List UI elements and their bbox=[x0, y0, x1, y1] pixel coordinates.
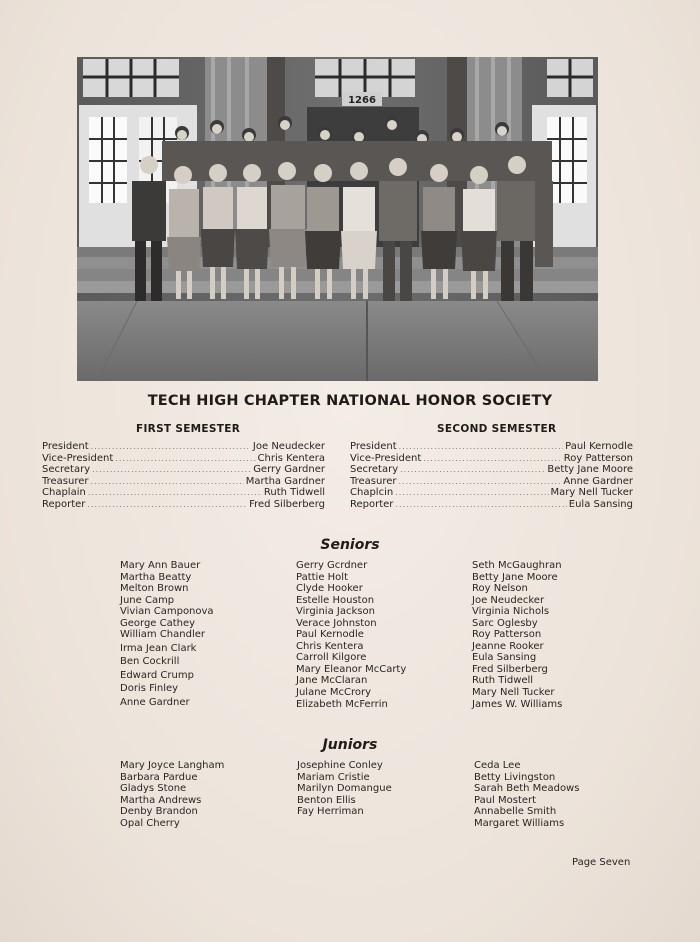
leader-dots bbox=[395, 487, 548, 499]
officer-role: Secretary bbox=[350, 464, 399, 475]
member-name: Mary Nell Tucker bbox=[472, 687, 555, 699]
first-semester-officers bbox=[42, 441, 325, 510]
officer-role: President bbox=[42, 441, 89, 452]
page-number: Page Seven bbox=[572, 857, 631, 868]
member-name: Ben Cockrill bbox=[120, 656, 180, 668]
officer-name: Roy Patterson bbox=[563, 452, 633, 464]
officer-role: Chaplcin bbox=[350, 487, 394, 498]
officer-name: Mary Nell Tucker bbox=[550, 487, 633, 498]
member-name: Eula Sansing bbox=[472, 652, 537, 664]
member-name: June Camp bbox=[120, 594, 175, 606]
officer-row bbox=[42, 441, 325, 453]
leader-dots bbox=[87, 499, 247, 511]
officer-row bbox=[42, 499, 325, 511]
member-name: Benton Ellis bbox=[297, 794, 356, 806]
member-name: Marilyn Domangue bbox=[297, 783, 392, 795]
member-name: Gerry Gcrdner bbox=[296, 560, 368, 571]
leader-dots bbox=[395, 499, 566, 511]
leader-dots bbox=[91, 441, 251, 453]
leader-dots bbox=[399, 476, 562, 488]
member-name: Pattie Holt bbox=[296, 571, 348, 583]
officer-role: Vice-President bbox=[42, 452, 114, 464]
member-name: Josephine Conley bbox=[297, 760, 383, 771]
member-name: Opal Cherry bbox=[120, 817, 180, 829]
leader-dots bbox=[400, 464, 545, 476]
member-name: Paul Kernodle bbox=[296, 629, 364, 641]
member-name: Mary Joyce Langham bbox=[120, 760, 225, 771]
member-name: Verace Johnston bbox=[296, 617, 377, 629]
seniors-heading: Seniors bbox=[320, 537, 380, 553]
member-name: Jeanne Rooker bbox=[472, 640, 544, 652]
member-name: Fay Herriman bbox=[297, 806, 364, 818]
member-name: Irma Jean Clark bbox=[120, 642, 197, 654]
officer-role: Secretary bbox=[42, 464, 91, 475]
officer-row bbox=[350, 499, 633, 511]
member-name: Annabelle Smith bbox=[474, 806, 557, 818]
officer-role: Reporter bbox=[42, 498, 86, 510]
second-semester-officers bbox=[350, 441, 633, 510]
member-name: James W. Williams bbox=[472, 698, 563, 710]
member-name: Sarah Beth Meadows bbox=[474, 783, 580, 795]
member-name: Doris Finley bbox=[120, 683, 179, 695]
officer-row bbox=[42, 464, 325, 476]
officer-row bbox=[350, 464, 633, 476]
member-name: Martha Beatty bbox=[120, 571, 192, 583]
member-name: Clyde Hooker bbox=[296, 583, 363, 595]
member-name: Barbara Pardue bbox=[120, 771, 198, 783]
member-name: Sarc Oglesby bbox=[472, 617, 538, 629]
member-name: Ruth Tidwell bbox=[472, 675, 534, 687]
member-name: Virginia Jackson bbox=[296, 606, 375, 618]
member-name: Melton Brown bbox=[120, 583, 189, 595]
member-name: Roy Patterson bbox=[472, 629, 542, 641]
group-photo bbox=[77, 57, 598, 381]
member-name: Mary Ann Bauer bbox=[120, 560, 201, 571]
officer-name: Joe Neudecker bbox=[252, 441, 325, 452]
member-name: Gladys Stone bbox=[120, 783, 187, 795]
officer-name: Gerry Gardner bbox=[253, 464, 325, 475]
first-semester-heading: FIRST SEMESTER bbox=[136, 423, 241, 435]
leader-dots bbox=[115, 453, 255, 465]
member-name: Paul Mostert bbox=[474, 794, 537, 806]
member-name: Roy Nelson bbox=[472, 583, 528, 595]
seniors-column-1 bbox=[120, 560, 214, 709]
member-name: Edward Crump bbox=[120, 669, 194, 681]
officer-name: Ruth Tidwell bbox=[263, 487, 325, 498]
page-title: TECH HIGH CHAPTER NATIONAL HONOR SOCIETY bbox=[147, 393, 553, 409]
member-name: Betty Jane Moore bbox=[472, 571, 558, 583]
officer-role: Reporter bbox=[350, 498, 394, 510]
member-name: Vivian Camponova bbox=[120, 606, 214, 618]
member-name: Chris Kentera bbox=[296, 640, 364, 652]
member-name: Ceda Lee bbox=[474, 760, 521, 771]
officer-name: Anne Gardner bbox=[563, 475, 633, 487]
officer-role: President bbox=[350, 441, 397, 452]
member-name: Joe Neudecker bbox=[472, 594, 545, 606]
officer-role: Vice-President bbox=[350, 452, 422, 464]
officer-role: Treasurer bbox=[350, 475, 397, 487]
member-name: Jane McClaran bbox=[296, 675, 368, 687]
member-name: Julane McCrory bbox=[296, 687, 372, 699]
juniors-column-2 bbox=[297, 760, 392, 818]
member-name: Martha Andrews bbox=[120, 794, 202, 806]
member-name: George Cathey bbox=[120, 617, 196, 629]
officer-row bbox=[42, 487, 325, 499]
officer-name: Fred Silberberg bbox=[249, 498, 325, 510]
juniors-heading: Juniors bbox=[322, 737, 378, 753]
member-name: Betty Livingston bbox=[474, 771, 556, 783]
officer-row bbox=[42, 476, 325, 488]
member-name: Anne Gardner bbox=[120, 697, 190, 709]
officer-name: Chris Kentera bbox=[257, 452, 325, 464]
officer-row bbox=[350, 441, 633, 453]
member-name: Denby Brandon bbox=[120, 806, 198, 818]
seniors-column-3 bbox=[472, 560, 562, 710]
officer-name: Eula Sansing bbox=[568, 498, 633, 510]
leader-dots bbox=[92, 464, 251, 476]
officer-role: Treasurer bbox=[42, 475, 89, 487]
member-name: Mary Eleanor McCarty bbox=[296, 663, 407, 675]
member-name: William Chandler bbox=[120, 629, 206, 641]
member-name: Seth McGaughran bbox=[472, 560, 562, 571]
member-name: Estelle Houston bbox=[296, 594, 375, 606]
officer-row bbox=[350, 453, 633, 465]
leader-dots bbox=[91, 476, 244, 488]
member-name: Virginia Nichols bbox=[472, 606, 550, 618]
juniors-column-3 bbox=[474, 760, 579, 829]
member-name: Carroll Kilgore bbox=[296, 652, 367, 664]
officer-row bbox=[350, 476, 633, 488]
officer-name: Paul Kernodle bbox=[565, 441, 633, 452]
officer-row bbox=[42, 453, 325, 465]
building-number: 1266 bbox=[348, 95, 376, 106]
officer-name: Martha Gardner bbox=[245, 475, 325, 487]
juniors-column-1 bbox=[120, 760, 224, 829]
second-semester-heading: SECOND SEMESTER bbox=[437, 423, 557, 435]
leader-dots bbox=[423, 453, 561, 465]
member-name: Elizabeth McFerrin bbox=[296, 698, 388, 710]
officer-name: Betty Jane Moore bbox=[547, 464, 633, 475]
officer-role: Chaplain bbox=[42, 487, 86, 498]
member-name: Fred Silberberg bbox=[472, 663, 548, 675]
member-name: Mariam Cristie bbox=[297, 771, 370, 783]
seniors-column-2 bbox=[296, 560, 406, 710]
leader-dots bbox=[88, 487, 262, 499]
leader-dots bbox=[399, 441, 563, 453]
member-name: Margaret Williams bbox=[474, 817, 565, 829]
officer-row bbox=[350, 487, 633, 499]
